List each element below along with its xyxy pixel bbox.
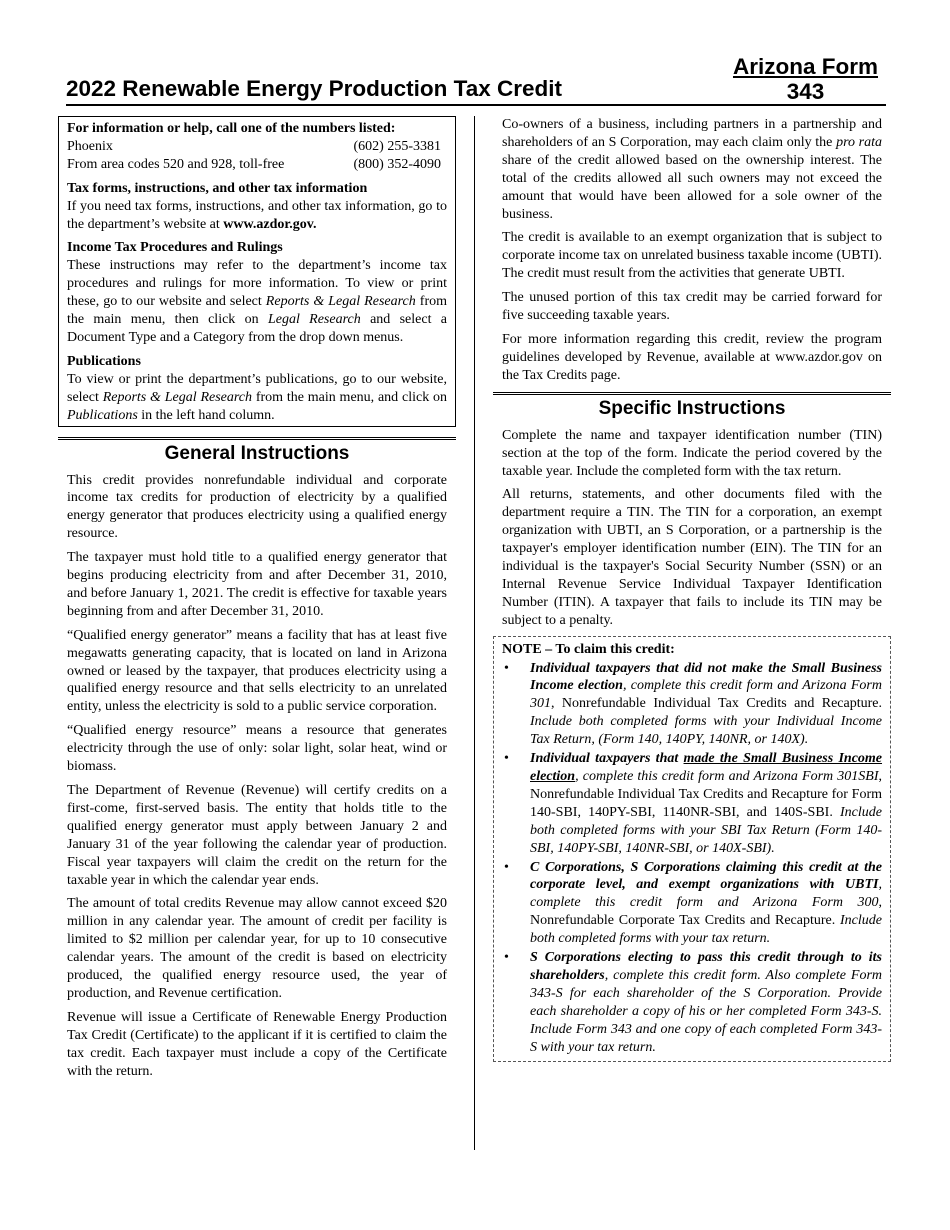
general-instructions-heading: General Instructions	[58, 437, 456, 467]
paragraph: The credit is available to an exempt organization that is subject to corporate income tax on unrelated business taxable income (UBTI). The credit must result from the activities that generate UBTI.	[502, 230, 882, 282]
form-label: Arizona Form	[732, 54, 878, 79]
phone-number: (602) 255-3381	[353, 138, 441, 154]
list-item: • Individual taxpayers that did not make the Small Business Income election, complete this credit form and Arizona Form 301, Nonrefundable Individual Tax Credits and Recapture. Include both completed forms with your Individual Income Tax Return, (Form 140, 140PY, 140NR, or 140X).	[504, 660, 882, 748]
column-divider	[474, 116, 475, 1150]
bullet-icon: •	[504, 859, 509, 875]
specific-instructions-heading: Specific Instructions	[493, 392, 891, 422]
bullet-icon: •	[504, 660, 509, 676]
paragraph: All returns, statements, and other documents filed with the department require a TIN. The TIN for a corporation, an exempt organization with UBTI, an S Corporation, or a partnership is the taxpayer's employer identification number (EIN). The TIN for an individual is the taxpayer's Social Security Number (SSN) or an Internal Revenue Service Individual Taxpayer Identification Number (ITIN). A taxpayer that fails to include its TIN may be subject to a penalty.	[502, 487, 882, 628]
phone-row	[67, 138, 447, 156]
paragraph: “Qualified energy generator” means a facility that has at least five megawatts generating capacity, that is located on land in Arizona owned or leased by the taxpayer, that produces electricity using a qualified energy resource and that sells electricity to an unrelated entity, unless the electricity is sold to a public service corporation.	[67, 627, 447, 715]
phone-row	[67, 156, 447, 174]
website-link[interactable]: www.azdor.gov.	[223, 216, 317, 232]
procedures-heading: Income Tax Procedures and Rulings	[67, 240, 283, 256]
form-number: 343	[786, 79, 825, 104]
phone-label: From area codes 520 and 928, toll-free	[67, 156, 285, 172]
list-item: • C Corporations, S Corporations claiming this credit at the corporate level, and exempt organizations with UBTI, complete this credit form and Arizona Form 300, Nonrefundable Corporate Tax Credits and Recapture. Include both completed forms with your tax return.	[504, 859, 882, 947]
paragraph: The unused portion of this tax credit may be carried forward for five succeeding taxable years.	[502, 290, 882, 324]
general-instructions-body	[58, 472, 456, 1081]
phone-number: (800) 352-4090	[353, 156, 441, 172]
phone-label: Phoenix	[67, 138, 113, 154]
paragraph: “Qualified energy resource” means a resource that generates electricity through the use of only: solar light, solar heat, wind or biomass.	[67, 723, 447, 775]
list-item: • Individual taxpayers that made the Small Business Income election, complete this credit form and Arizona Form 301SBI, Nonrefundable Individual Tax Credits and Recapture for Form 140-SBI, 140PY-SBI, 1140NR-SBI, and 140S-SBI. Include both completed forms with your SBI Tax Return (Form 140-SBI, 140PY-SBI, 140NR-SBI, or 140X-SBI).	[504, 751, 883, 856]
note-title: NOTE – To claim this credit:	[502, 641, 675, 657]
specific-instructions-body	[493, 427, 891, 630]
paragraph: The Department of Revenue (Revenue) will certify credits on a first-come, first-served basis. The entity that holds title to the qualified energy generator must apply between January 2 and January 31 of the year following the calendar year of production. Fiscal year taxpayers will claim the credit on the return for the taxable year in which the calendar year ends.	[67, 783, 447, 888]
paragraph: Revenue will issue a Certificate of Renewable Energy Production Tax Credit (Certificate) to the applicant if it is certified to claim the tax credit. Each taxpayer must include a copy of the Certificate with the return.	[67, 1009, 447, 1079]
publications-text: To view or print the department’s publications, go to our website, select Reports & Legal Research from the main menu, and click on Publications in the left hand column.	[67, 371, 447, 423]
list-item: • S Corporations electing to pass this credit through to its shareholders, complete this credit form. Also complete Form 343-S for each shareholder of the S Corporation. Provide each shareholder a copy of his or her completed Form 343-S. Include Form 343 and one copy of each completed Form 343-S with your tax return.	[504, 950, 882, 1055]
bullet-icon: •	[504, 751, 509, 767]
publications-heading: Publications	[67, 353, 141, 369]
bullet-icon: •	[504, 950, 509, 966]
paragraph: For more information regarding this credit, review the program guidelines developed by Revenue, available at www.azdor.gov on the Tax Credits page.	[502, 331, 882, 383]
note-list	[502, 660, 882, 1057]
paragraph: The amount of total credits Revenue may allow cannot exceed $20 million in any calendar year. The amount of credit per facility is limited to $2 million per calendar year, for up to 10 consecutive calendar years. The amount of the credit is based on electricity produced, the qualified energy resource used, the year of production, and Revenue certification.	[67, 896, 447, 1001]
tax-forms-text: If you need tax forms, instructions, and other tax information, go to the department’s website at www.azdor.gov.	[67, 198, 447, 232]
procedures-text: These instructions may refer to the department’s income tax procedures and rulings for more information. To view or print these, go to our website and select Reports & Legal Research from the main menu, then click on Legal Research and select a Document Type and a Category from the drop down menus.	[67, 258, 448, 345]
paragraph: Complete the name and taxpayer identification number (TIN) section at the top of the form. Indicate the period covered by the taxable year. Include the completed form with the tax return.	[502, 427, 882, 479]
page-title: 2022 Renewable Energy Production Tax Credit	[66, 76, 562, 101]
note-box	[493, 636, 891, 1062]
credit-details	[493, 116, 891, 385]
paragraph: Co-owners of a business, including partners in a partnership and shareholders of an S Corporation, may each claim only the pro rata share of the credit allowed based on the ownership interest. The total of the credits allowed all such owners may not exceed the amount that would have been allowed for a sole owner of the business.	[502, 117, 882, 222]
left-column	[58, 116, 456, 1087]
form-identifier	[733, 54, 878, 104]
right-column	[493, 116, 891, 1062]
info-intro: For information or help, call one of the numbers listed:	[67, 121, 396, 136]
tax-forms-heading: Tax forms, instructions, and other tax information	[67, 180, 368, 196]
paragraph: This credit provides nonrefundable individual and corporate income tax credits for production of electricity by a qualified energy generator that produces electricity using a qualified energy resource.	[67, 472, 447, 542]
info-box	[58, 116, 456, 427]
page-header	[66, 52, 886, 106]
paragraph: The taxpayer must hold title to a qualified energy generator that begins producing electricity from and after December 31, 2010, and before January 1, 2021. The credit is effective for taxable years beginning from and after December 31, 2010.	[67, 550, 447, 619]
